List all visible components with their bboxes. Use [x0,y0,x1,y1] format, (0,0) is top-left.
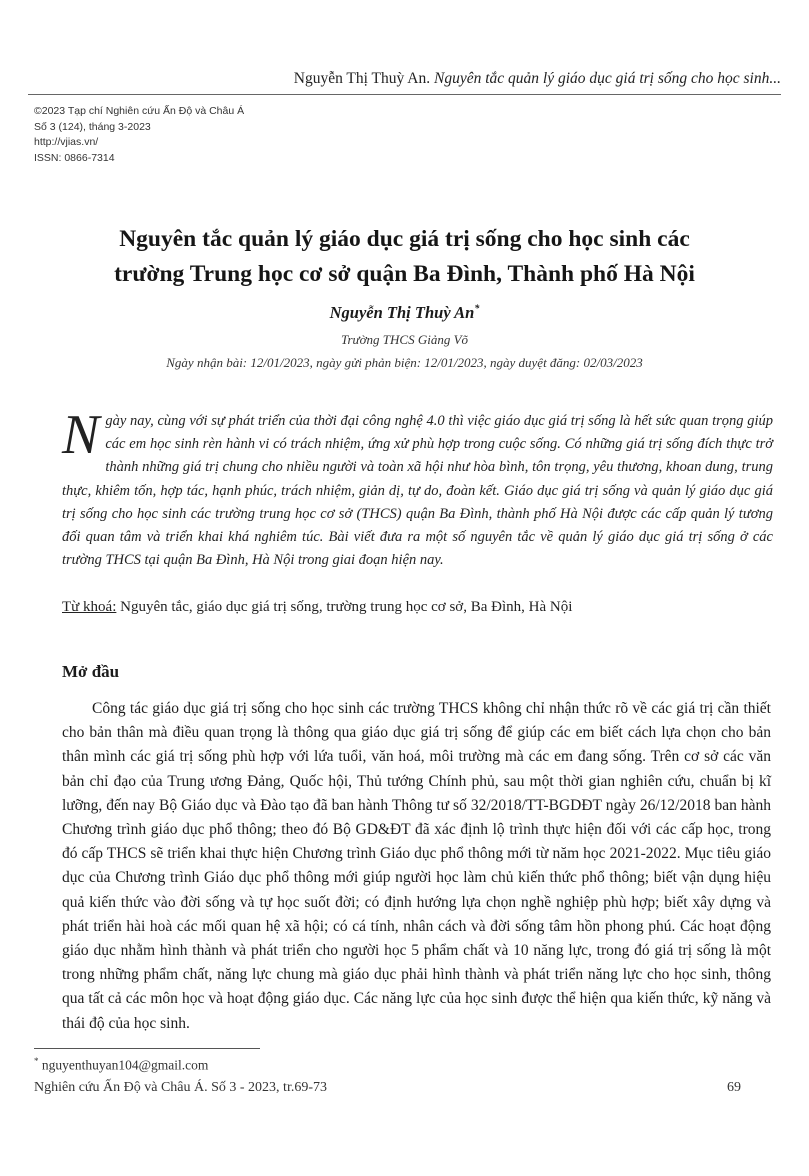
running-header [28,70,781,95]
keywords-text: Nguyên tắc, giáo dục giá trị sống, trường trung học cơ sở, Ba Đình, Hà Nội [116,599,573,615]
footer-citation: Nghiên cứu Ấn Độ và Châu Á. Số 3 - 2023, tr.69-73 [34,1080,328,1095]
abstract [62,404,773,572]
journal-url[interactable]: http://vjias.vn/ [34,136,99,148]
abstract-dropcap: N [62,404,100,466]
footnote-divider [34,1048,260,1049]
page-number: 69 [727,1080,741,1095]
header-short-title: Nguyên tắc quản lý giáo dục giá trị sống cho học sinh... [434,70,781,87]
footnote-email[interactable]: nguyenthuyan104@gmail.com [38,1057,209,1073]
issue-line: Số 3 (124), tháng 3-2023 [34,120,151,133]
keywords [62,599,773,616]
footnote [34,1056,208,1074]
keywords-label: Từ khoá: [62,599,117,615]
article-title [40,222,769,292]
author-name: Nguyễn Thị Thuỳ An [329,303,475,322]
copyright-line: ©2023 Tạp chí Nghiên cứu Ấn Độ và Châu Á [34,105,245,117]
title-line-1: Nguyên tắc quản lý giáo dục giá trị sống cho học sinh các [119,226,690,252]
title-line-2: trường Trung học cơ sở quận Ba Đình, Thành phố Hà Nội [114,261,695,287]
article-author [0,303,809,323]
abstract-text: gày nay, cùng với sự phát triển của thời đại công nghệ 4.0 thì việc giáo dục giá trị sống là hết sức quan trọng giúp các em học sinh rèn hành vi có trách nhiệm, ứng xử phù hợp trong cuộc sống. Có những giá trị sống đích thực trở thành những giá trị chung cho nhiều người và toàn xã hội như hòa bình, tôn trọng, yêu thương, khoan dung, trung thực, khiêm tốn, hợp tác, hạnh phúc, trách nhiệm, giản dị, tự do, đoàn kết. Giáo dục giá trị sống và quản lý giáo dục giá trị sống cho học sinh các trường trung học cơ sở (THCS) quận Ba Đình, thành phố Hà Nội được các cấp quản lý tương đối quan tâm và triển khai khá nghiêm túc. Bài viết đưa ra một số nguyên tắc về quản lý giáo dục giá trị sống ở các trường THCS tại quận Ba Đình, Hà Nội trong giai đoạn hiện nay. [62,413,773,569]
author-footnote-mark: * [474,303,480,315]
issn-line: ISSN: 0866-7314 [34,151,115,164]
body-paragraph: Công tác giáo dục giá trị sống cho học sinh các trường THCS không chỉ nhận thức rõ về các giá trị cần thiết cho bản thân mà điều quan trọng là thông qua giáo dục giá trị sống để giúp các em biết cách lựa chọn cho bản thân mình các giá trị sống phù hợp với lứa tuổi, văn hoá, môi trường mà các em đang sống. Trên cơ sở các văn bản chỉ đạo của Trung ương Đảng, Quốc hội, Thủ tướng Chính phủ, sau một thời gian nghiên cứu, chuẩn bị kĩ lưỡng, đến nay Bộ Giáo dục và Đào tạo đã ban hành Thông tư số 32/2018/TT-BGDĐT ngày 26/12/2018 ban hành Chương trình giáo dục phổ thông; theo đó Bộ GD&ĐT đã xác định lộ trình thực hiện đối với các cấp học, trong đó cấp THCS sẽ triển khai thực hiện Chương trình Giáo dục phổ thông mới từ năm học 2021-2022. Mục tiêu giáo dục của Chương trình Giáo dục phổ thông mới giúp người học làm chủ kiến thức phổ thông; biết vận dụng hiệu quả kiến thức vào đời sống và tự học suốt đời; có định hướng lựa chọn nghề nghiệp phù hợp; biết xây dựng và phát triển hài hoà các mối quan hệ xã hội; có cá tính, nhân cách và đời sống tâm hồn phong phú. Các hoạt động giáo dục nhằm hình thành và phát triển cho người học 5 phẩm chất và 10 năng lực, trong đó giá trị sống là một trong những phẩm chất, năng lực chung mà giáo dục phải hình thành và phát triển năng lực cho học sinh, thông qua tất cả các môn học và hoạt động giáo dục. Các năng lực của học sinh được thể hiện qua kiến thức, kỹ năng và thái độ của học sinh. [62,700,771,1032]
article-dates: Ngày nhận bài: 12/01/2023, ngày gửi phản biện: 12/01/2023, ngày duyệt đăng: 02/03/2023 [166,355,643,370]
section-heading: Mở đầu [62,662,120,681]
author-affiliation: Trường THCS Giảng Võ [340,332,469,347]
header-author: Nguyễn Thị Thuỳ An. [293,70,431,87]
footnote-mark: * [34,1056,39,1066]
journal-meta [34,104,244,166]
